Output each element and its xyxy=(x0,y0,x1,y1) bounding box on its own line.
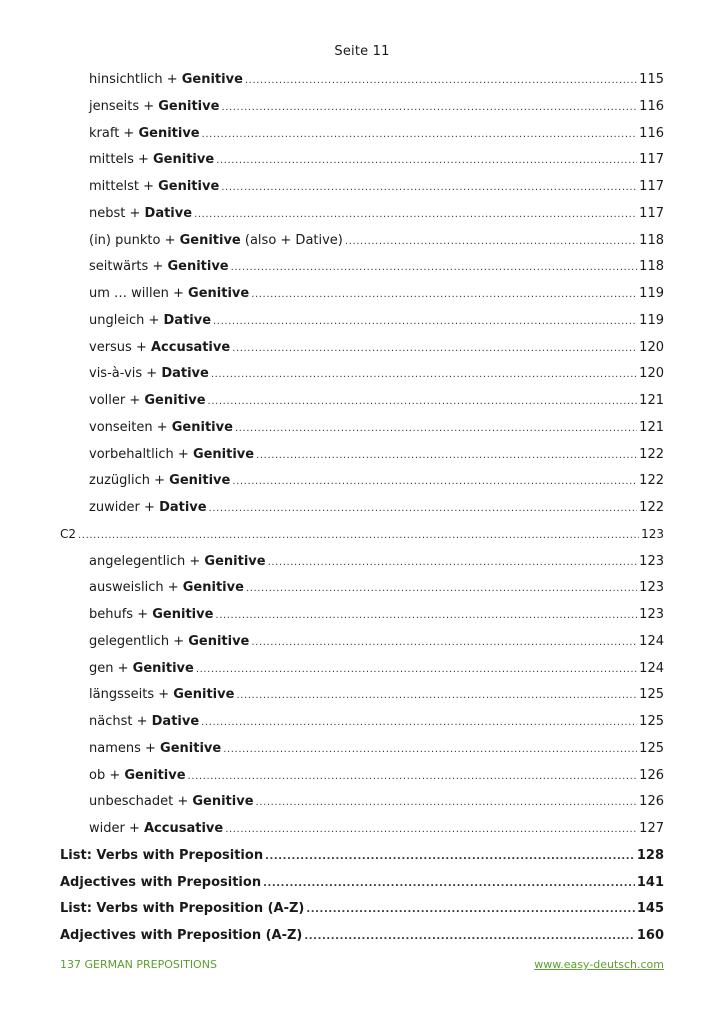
toc-page-number: 116 xyxy=(639,98,664,114)
toc-entry-case: Genitive xyxy=(124,767,186,783)
toc-entry-title xyxy=(89,286,249,301)
toc-entry-case: Genitive xyxy=(153,152,215,168)
toc-entry-case: Dative xyxy=(144,205,193,221)
toc-entry-text: C2 xyxy=(60,526,77,541)
dot-leader xyxy=(196,664,637,675)
dot-leader xyxy=(251,289,637,300)
toc-page-number: 125 xyxy=(639,740,664,756)
toc-entry[interactable] xyxy=(60,313,664,340)
toc-entry-case: Genitive xyxy=(144,393,206,408)
toc-entry-case: Accusative xyxy=(144,821,224,836)
toc-section-entry[interactable] xyxy=(60,901,664,928)
toc-entry[interactable] xyxy=(60,768,664,795)
toc-entry-title xyxy=(89,152,214,167)
toc-entry-case: Genitive xyxy=(182,580,244,596)
toc-page-number: 120 xyxy=(639,339,664,355)
toc-entry-text: zuzüglich + xyxy=(89,473,170,489)
toc-entry-title xyxy=(89,473,230,488)
toc-entry[interactable] xyxy=(60,447,664,474)
toc-page-number: 121 xyxy=(639,419,664,435)
toc-entry-case: Dative xyxy=(151,714,200,729)
dot-leader xyxy=(231,262,638,273)
toc-page-number: 128 xyxy=(636,847,664,863)
dot-leader xyxy=(232,343,637,354)
toc-page-number: 126 xyxy=(639,767,664,783)
toc-entry-case: Adjectives with Preposition xyxy=(60,874,262,890)
dot-leader xyxy=(268,557,638,568)
toc-entry-text: jenseits + xyxy=(89,98,159,114)
toc-entry-text: längsseits + xyxy=(89,687,174,703)
dot-leader xyxy=(263,878,635,889)
toc-entry-title xyxy=(89,126,200,141)
toc-entry-text: mittelst + xyxy=(89,179,159,194)
toc-entry-title xyxy=(89,420,233,435)
toc-entry-case: Genitive xyxy=(132,660,194,676)
dot-leader xyxy=(208,396,638,407)
dot-leader xyxy=(221,182,637,193)
toc-page-number: 160 xyxy=(636,928,664,943)
toc-entry-title xyxy=(89,447,254,462)
toc-entry-case: Genitive xyxy=(181,72,243,87)
toc-section-entry[interactable] xyxy=(60,928,664,955)
dot-leader xyxy=(194,209,637,220)
toc-entry[interactable] xyxy=(60,554,664,581)
toc-entry-title xyxy=(89,500,207,515)
toc-page-number: 124 xyxy=(639,660,664,676)
toc-page-number: 125 xyxy=(639,687,664,703)
toc-entry-text: seitwärts + xyxy=(89,259,168,275)
toc-entry-text: gelegentlich + xyxy=(89,633,189,649)
toc-entry[interactable] xyxy=(60,366,664,393)
toc-entry-text: unbeschadet + xyxy=(89,794,193,810)
toc-entry-title xyxy=(60,875,261,890)
toc-entry-title xyxy=(60,527,76,541)
website-link[interactable]: www.easy-deutsch.com xyxy=(534,958,664,971)
dot-leader xyxy=(78,530,639,541)
book-title: 137 GERMAN PREPOSITIONS xyxy=(60,958,217,971)
toc-page-number: 126 xyxy=(639,794,664,810)
toc-entry-title xyxy=(60,928,302,943)
toc-entry-title xyxy=(89,714,199,729)
toc-entry-case: Accusative xyxy=(150,339,231,355)
toc-entry-title xyxy=(89,206,192,221)
toc-entry-text: ungleich + xyxy=(89,312,164,328)
toc-page-number: 127 xyxy=(639,821,664,836)
toc-entry-title xyxy=(89,340,230,355)
toc-entry-title xyxy=(89,393,206,408)
toc-entry-text: namens + xyxy=(89,740,161,756)
dot-leader xyxy=(215,610,637,621)
dot-leader xyxy=(235,423,637,434)
toc-entry[interactable] xyxy=(60,794,664,821)
dot-leader xyxy=(245,75,637,86)
toc-entry[interactable] xyxy=(60,233,664,260)
toc-entry-text: behufs + xyxy=(89,607,153,622)
toc-entry-title xyxy=(89,607,213,622)
toc-entry-case: Adjectives with Preposition (A-Z) xyxy=(60,928,303,943)
toc-entry-note: (also + Dative) xyxy=(240,232,343,248)
toc-entry-text: nebst + xyxy=(89,205,145,221)
toc-entry-case: Genitive xyxy=(138,125,200,141)
toc-entry-title xyxy=(89,661,194,676)
dot-leader xyxy=(232,476,637,487)
dot-leader xyxy=(251,637,637,648)
toc-entry-case: Dative xyxy=(163,312,212,328)
toc-entry-text: ob + xyxy=(89,767,125,783)
page-footer xyxy=(60,958,664,971)
toc-page-number: 124 xyxy=(639,633,664,649)
toc-page-number: 123 xyxy=(639,553,664,569)
toc-entry-text: gen + xyxy=(89,660,133,676)
toc-section-entry[interactable] xyxy=(60,875,664,902)
toc-entry-case: Genitive xyxy=(204,553,266,569)
toc-entry[interactable] xyxy=(60,179,664,206)
table-of-contents xyxy=(60,72,664,955)
toc-page-number: 117 xyxy=(639,152,664,168)
toc-entry-title xyxy=(89,72,243,87)
toc-entry[interactable] xyxy=(60,473,664,500)
toc-entry-title xyxy=(60,901,304,916)
toc-section-entry[interactable] xyxy=(60,848,664,875)
toc-entry-text: angelegentlich + xyxy=(89,553,205,569)
toc-entry-case: Genitive xyxy=(188,633,250,649)
toc-page-number: 122 xyxy=(639,500,664,515)
toc-entry[interactable] xyxy=(60,714,664,741)
toc-entry[interactable] xyxy=(60,259,664,286)
toc-entry[interactable] xyxy=(60,500,664,527)
toc-page-number: 122 xyxy=(639,446,664,462)
toc-entry-title xyxy=(89,580,244,595)
toc-page-number: 123 xyxy=(641,526,664,541)
dot-leader xyxy=(345,236,637,247)
toc-page-number: 123 xyxy=(639,607,664,622)
dot-leader xyxy=(202,129,638,140)
dot-leader xyxy=(256,450,637,461)
toc-entry-title xyxy=(89,259,229,274)
toc-entry[interactable] xyxy=(60,393,664,420)
dot-leader xyxy=(211,369,637,380)
toc-entry-text: ausweislich + xyxy=(89,580,183,596)
toc-entry-case: Genitive xyxy=(158,179,220,194)
toc-entry-case: List: Verbs with Preposition xyxy=(60,847,264,863)
toc-entry[interactable] xyxy=(60,340,664,367)
toc-entry[interactable] xyxy=(60,661,664,688)
toc-page-number: 141 xyxy=(636,874,664,890)
toc-page-number: 122 xyxy=(639,473,664,489)
toc-entry-title xyxy=(89,768,186,783)
dot-leader xyxy=(225,824,637,835)
toc-entry[interactable] xyxy=(60,72,664,99)
toc-entry[interactable] xyxy=(60,607,664,634)
toc-page-number: 116 xyxy=(639,125,664,141)
toc-page-number: 119 xyxy=(639,286,664,301)
toc-entry-case: Dative xyxy=(159,500,207,515)
toc-entry[interactable] xyxy=(60,741,664,768)
dot-leader xyxy=(256,797,638,808)
toc-entry-case: Genitive xyxy=(192,794,254,810)
toc-entry-text: nächst + xyxy=(89,714,152,729)
dot-leader xyxy=(304,931,634,942)
dot-leader xyxy=(265,851,635,862)
toc-page-number: 115 xyxy=(639,72,664,87)
dot-leader xyxy=(216,155,637,166)
toc-entry-case: Genitive xyxy=(179,232,241,248)
toc-entry-case: Genitive xyxy=(169,473,231,489)
toc-entry[interactable] xyxy=(60,206,664,233)
toc-entry-text: mittels + xyxy=(89,152,154,168)
page-number-label: Seite 11 xyxy=(334,44,390,59)
toc-entry[interactable] xyxy=(60,687,664,714)
toc-entry[interactable] xyxy=(60,152,664,179)
toc-entry-title xyxy=(89,179,219,194)
toc-entry-case: Genitive xyxy=(167,259,229,275)
toc-entry-case: Genitive xyxy=(158,98,220,114)
page-header xyxy=(0,44,724,59)
dot-leader xyxy=(201,717,637,728)
toc-page-number: 118 xyxy=(639,259,664,275)
toc-page-number: 123 xyxy=(639,580,664,596)
toc-entry-title xyxy=(89,366,209,381)
toc-page-number: 145 xyxy=(636,901,664,917)
dot-leader xyxy=(213,316,637,327)
dot-leader xyxy=(188,771,638,782)
toc-entry-case: Genitive xyxy=(171,419,233,435)
toc-entry-title xyxy=(89,233,343,248)
toc-entry[interactable] xyxy=(60,821,664,848)
toc-entry-text: vorbehaltlich + xyxy=(89,446,193,462)
toc-page-number: 120 xyxy=(639,366,664,382)
toc-entry-text: versus + xyxy=(89,339,151,355)
toc-entry-title xyxy=(89,554,266,569)
toc-entry-case: List: Verbs with Preposition (A-Z) xyxy=(60,901,305,917)
toc-entry-text: zuwider + xyxy=(89,500,160,515)
toc-entry-case: Genitive xyxy=(160,740,222,756)
toc-entry-case: Genitive xyxy=(188,286,250,301)
toc-entry-text: hinsichtlich + xyxy=(89,72,182,87)
toc-entry-title xyxy=(89,794,254,809)
toc-entry-text: vonseiten + xyxy=(89,419,172,435)
toc-entry[interactable] xyxy=(60,99,664,126)
toc-page-number: 125 xyxy=(639,714,664,729)
toc-page-number: 119 xyxy=(639,312,664,328)
dot-leader xyxy=(306,904,635,915)
toc-entry-text: kraft + xyxy=(89,125,139,141)
toc-entry-case: Genitive xyxy=(173,687,235,703)
dot-leader xyxy=(246,583,637,594)
dot-leader xyxy=(221,102,637,113)
toc-entry-title xyxy=(89,99,219,114)
toc-section-entry[interactable] xyxy=(60,527,664,554)
toc-entry-title xyxy=(89,741,221,756)
toc-entry-case: Dative xyxy=(161,366,209,382)
toc-entry[interactable] xyxy=(60,420,664,447)
toc-entry-title xyxy=(89,634,249,649)
dot-leader xyxy=(223,744,637,755)
dot-leader xyxy=(209,503,638,514)
toc-page-number: 117 xyxy=(639,205,664,221)
toc-entry[interactable] xyxy=(60,286,664,313)
dot-leader xyxy=(236,690,637,701)
toc-page-number: 118 xyxy=(639,232,664,248)
toc-entry-case: Genitive xyxy=(152,607,214,622)
toc-entry-title xyxy=(60,848,263,863)
toc-entry-title xyxy=(89,821,223,836)
toc-entry-text: (in) punkto + xyxy=(89,232,180,248)
toc-entry-case: Genitive xyxy=(192,446,255,462)
toc-entry-text: um … willen + xyxy=(89,286,189,301)
toc-entry[interactable] xyxy=(60,634,664,661)
toc-entry[interactable] xyxy=(60,126,664,153)
toc-entry-title xyxy=(89,313,211,328)
toc-entry[interactable] xyxy=(60,580,664,607)
toc-page-number: 117 xyxy=(639,179,664,194)
toc-entry-text: wider + xyxy=(89,821,144,836)
toc-entry-text: vis-à-vis + xyxy=(89,366,162,382)
toc-entry-title xyxy=(89,687,234,702)
toc-entry-text: voller + xyxy=(89,393,145,408)
toc-page-number: 121 xyxy=(639,393,664,408)
